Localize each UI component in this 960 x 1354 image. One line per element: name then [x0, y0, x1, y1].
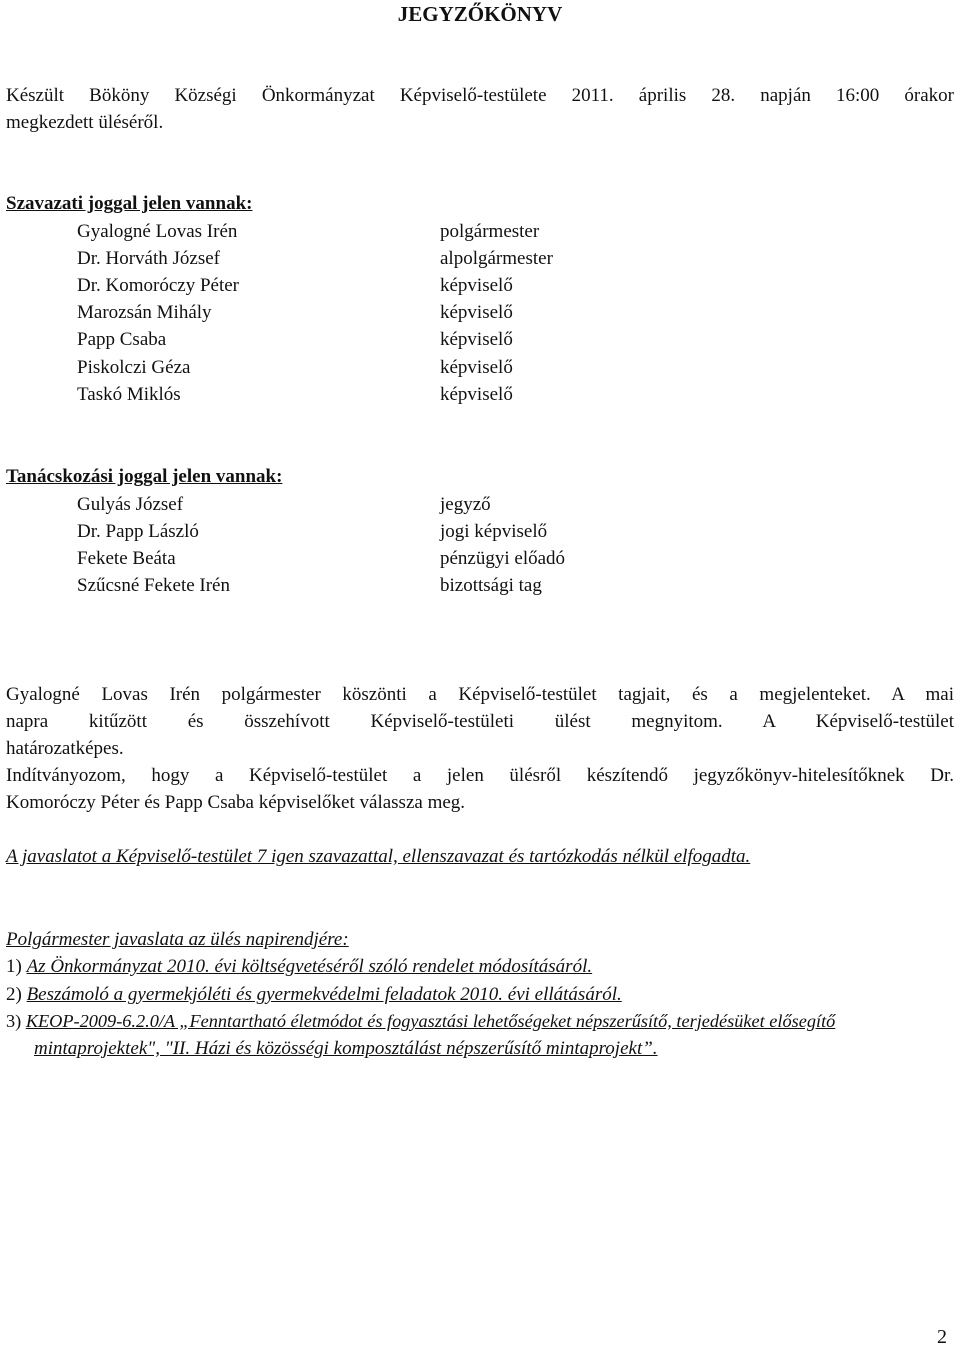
intro-line-1: Készült Bököny Községi Önkormányzat Képviselő-testülete 2011. április 28. napján 16:00 órakor	[6, 85, 954, 106]
agenda-item-2	[6, 984, 622, 1006]
member-role: képviselő	[440, 384, 513, 405]
member-row	[0, 248, 960, 275]
member-role: képviselő	[440, 275, 513, 296]
agenda-item-3-continuation: mintaprojektek", "II. Házi és közösségi komposztálást népszerűsítő mintaprojekt”.	[34, 1038, 658, 1059]
agenda-item-text: KEOP-2009-6.2.0/A „Fenntartható életmódot és fogyasztási lehetőségeket népszerűsítő, terjedésüket elősegítő	[25, 1011, 836, 1031]
agenda-item-number: 2)	[6, 984, 22, 1005]
decision-statement: A javaslatot a Képviselő-testület 7 igen szavazattal, ellenszavazat és tartózkodás nélkül elfogadta.	[6, 846, 751, 867]
body-paragraph-1-line-1: Gyalogné Lovas Irén polgármester köszönti a Képviselő-testület tagjait, és a megjelenteket. A mai	[6, 684, 954, 705]
member-name: Fekete Beáta	[77, 548, 176, 569]
agenda-item-text: Beszámoló a gyermekjóléti és gyermekvédelmi feladatok 2010. évi ellátásáról.	[26, 984, 622, 1005]
member-role: jegyző	[440, 494, 491, 515]
member-row	[0, 384, 960, 411]
member-row	[0, 329, 960, 356]
agenda-heading: Polgármester javaslata az ülés napirendjére:	[6, 929, 349, 950]
agenda-item-1	[6, 956, 592, 978]
member-role: pénzügyi előadó	[440, 548, 566, 569]
member-name: Dr. Papp László	[77, 521, 199, 542]
agenda-item-number: 3)	[6, 1011, 22, 1031]
member-name: Gyalogné Lovas Irén	[77, 221, 238, 242]
document-title: JEGYZŐKÖNYV	[397, 2, 563, 26]
body-paragraph-1-line-2: napra kitűzött és összehívott Képviselő-testületi ülést megnyitom. A Képviselő-testület	[6, 711, 954, 732]
member-name: Papp Csaba	[77, 329, 167, 350]
voting-heading: Szavazati joggal jelen vannak:	[6, 193, 253, 214]
intro-line-2: megkezdett üléséről.	[6, 112, 164, 133]
member-role: jogi képviselő	[440, 521, 548, 542]
member-name: Dr. Horváth József	[77, 248, 220, 269]
body-paragraph-2-line-2: Komoróczy Péter és Papp Csaba képviselőket válassza meg.	[6, 792, 466, 813]
member-name: Gulyás József	[77, 494, 184, 515]
member-row	[0, 275, 960, 302]
member-row	[0, 521, 960, 548]
member-name: Marozsán Mihály	[77, 302, 212, 323]
body-paragraph-1-line-3: határozatképes.	[6, 738, 124, 759]
member-role: polgármester	[440, 221, 540, 242]
member-role: képviselő	[440, 329, 513, 350]
page-number: 2	[937, 1326, 947, 1348]
advisory-heading: Tanácskozási joggal jelen vannak:	[6, 466, 283, 487]
member-row	[0, 357, 960, 384]
body-paragraph-2-line-1: Indítványozom, hogy a Képviselő-testület a jelen ülésről készítendő jegyzőkönyv-hitelesítőknek Dr.	[6, 765, 954, 786]
member-row	[0, 221, 960, 248]
member-role: alpolgármester	[440, 248, 553, 269]
member-row	[0, 548, 960, 575]
agenda-item-3	[6, 1011, 835, 1032]
member-name: Piskolczi Géza	[77, 357, 191, 378]
member-name: Dr. Komoróczy Péter	[77, 275, 239, 296]
member-row	[0, 575, 960, 602]
member-role: bizottsági tag	[440, 575, 542, 596]
agenda-item-text: Az Önkormányzat 2010. évi költségvetéséről szóló rendelet módosításáról.	[26, 956, 593, 977]
member-row	[0, 494, 960, 521]
member-role: képviselő	[440, 357, 513, 378]
member-name: Taskó Miklós	[77, 384, 181, 405]
member-row	[0, 302, 960, 329]
member-name: Szűcsné Fekete Irén	[77, 575, 230, 596]
member-role: képviselő	[440, 302, 513, 323]
agenda-item-number: 1)	[6, 956, 22, 977]
